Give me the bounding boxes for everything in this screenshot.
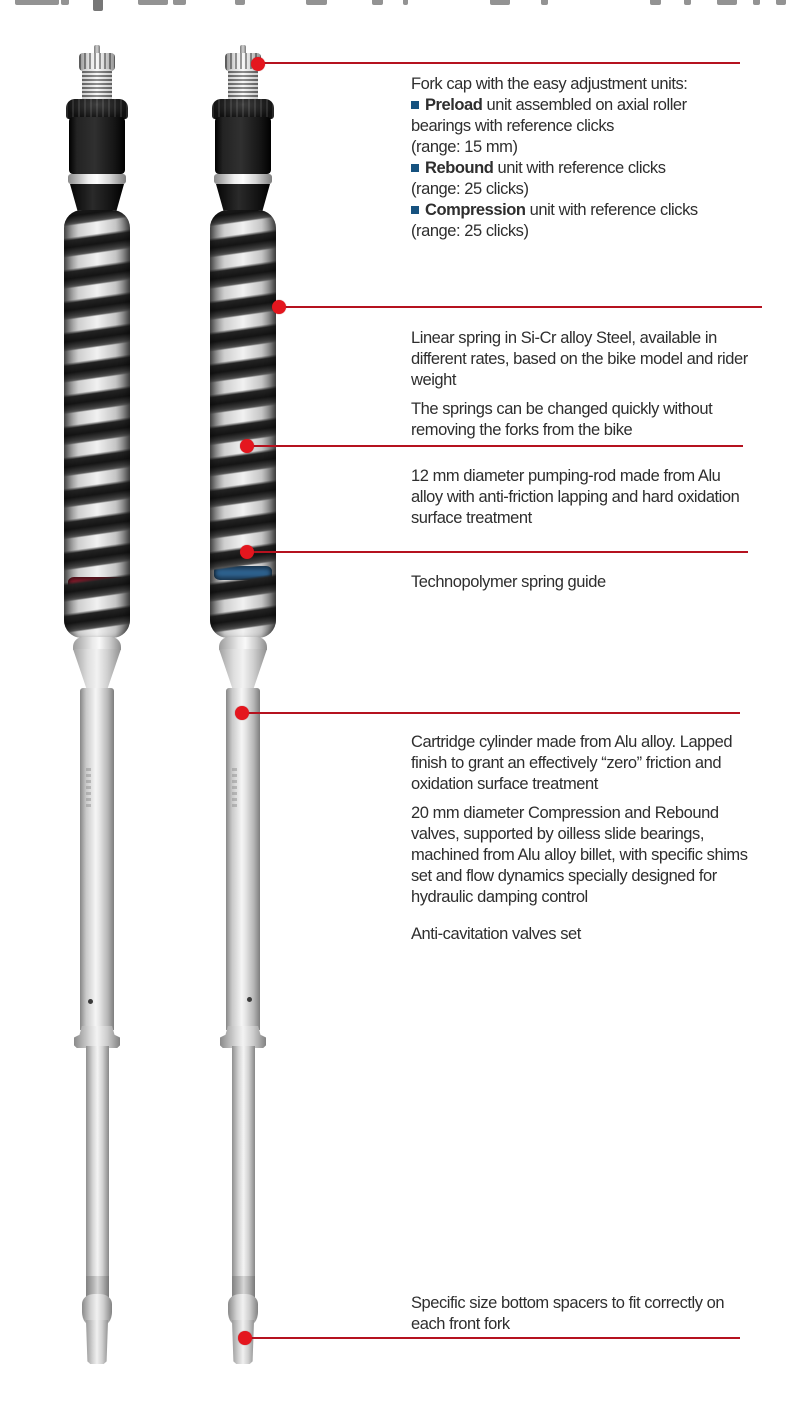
text-fragment [753,0,760,5]
fork-cap-flange [212,99,274,119]
square-bullet-icon [411,206,419,214]
cap-lower-taper [70,184,124,211]
callout-text-fork-cap [411,74,749,242]
spring-coils [210,210,276,638]
square-bullet-icon [411,164,419,172]
threaded-section [228,69,258,101]
callout-dot-cartridge-cylinder [235,706,249,720]
text-fragment [93,0,103,11]
cap-silver-ring [68,174,126,184]
pumping-rod-tube [232,1046,255,1284]
callout-dot-spring-guide [240,545,254,559]
cap-silver-ring [214,174,272,184]
callout-item: Compression unit with reference clicks (range: 25 clicks) [411,201,698,240]
text-fragment [173,0,186,5]
text-fragment [403,0,408,5]
text-fragment [15,0,59,5]
text-fragment [235,0,245,5]
callout-item: Preload unit assembled on axial roller bearings with reference clicks (range: 15 mm) [411,96,687,156]
tube-logo-marking [232,768,237,810]
fork-cap-body [215,117,271,174]
bleed-hole [247,997,252,1002]
callout-text-linear-spring: Linear spring in Si-Cr alloy Steel, available in different rates, based on the bike model and rider weight The springs can be changed quickly without removing the forks from the bike [411,329,748,439]
callout-text-spring-guide: Technopolymer spring guide [411,573,606,591]
threaded-section [82,69,112,101]
callout-dot-fork-cap [251,57,265,71]
bleed-hole [88,999,93,1004]
coil-spring [64,210,130,638]
callout-line-linear-spring [279,306,762,308]
text-fragment [541,0,548,5]
callout-line-pumping-rod [247,445,743,447]
coil-spring [210,210,276,638]
callout-line-spring-guide [247,551,748,553]
callout-line-cartridge-cylinder [242,712,740,714]
callout-intro: Fork cap with the easy adjustment units: [411,75,688,93]
cartridge-cylinder-tube [80,688,114,1030]
text-fragment [717,0,737,5]
tube-logo-marking [86,768,91,810]
text-fragment [490,0,510,5]
pumping-rod-tube [86,1046,109,1284]
cartridge-collar-cone [219,649,267,690]
bottom-tip [85,1320,109,1364]
text-fragment [138,0,168,5]
fork-illustration-left [57,45,137,1367]
callout-item: Rebound unit with reference clicks (range: 25 clicks) [411,159,666,198]
callout-line-fork-cap [258,62,740,64]
callout-text-cartridge-cylinder: Cartridge cylinder made from Alu alloy. Lapped finish to grant an effectively “zero” friction and oxidation surface treatment 20 mm diameter Compression and Rebound valves, supported by oilless slide bearings, machined from Alu alloy billet, with specific shims set and flow dynamics specially designed for hydraulic damping control Anti-cavitation valves set [411,733,748,943]
text-fragment [650,0,661,5]
text-fragment [372,0,383,5]
callout-text-bottom-spacers: Specific size bottom spacers to fit correctly on each front fork [411,1294,725,1333]
cartridge-collar-top [219,637,267,650]
text-fragment [61,0,69,5]
callout-text-pumping-rod: 12 mm diameter pumping-rod made from Alu alloy with anti-friction lapping and hard oxidation surface treatment [411,467,740,527]
fork-cap-body [69,117,125,174]
cartridge-cylinder-tube [226,688,260,1030]
fork-cap-flange [66,99,128,119]
callout-dot-bottom-spacers [238,1331,252,1345]
spring-coils [64,210,130,638]
text-fragment [776,0,786,5]
cap-lower-taper [216,184,270,211]
square-bullet-icon [411,101,419,109]
cartridge-collar-cone [73,649,121,690]
text-fragment [306,0,327,5]
cartridge-collar-top [73,637,121,650]
callout-dot-pumping-rod [240,439,254,453]
callout-dot-linear-spring [272,300,286,314]
text-fragment [684,0,691,5]
callout-line-bottom-spacers [245,1337,740,1339]
